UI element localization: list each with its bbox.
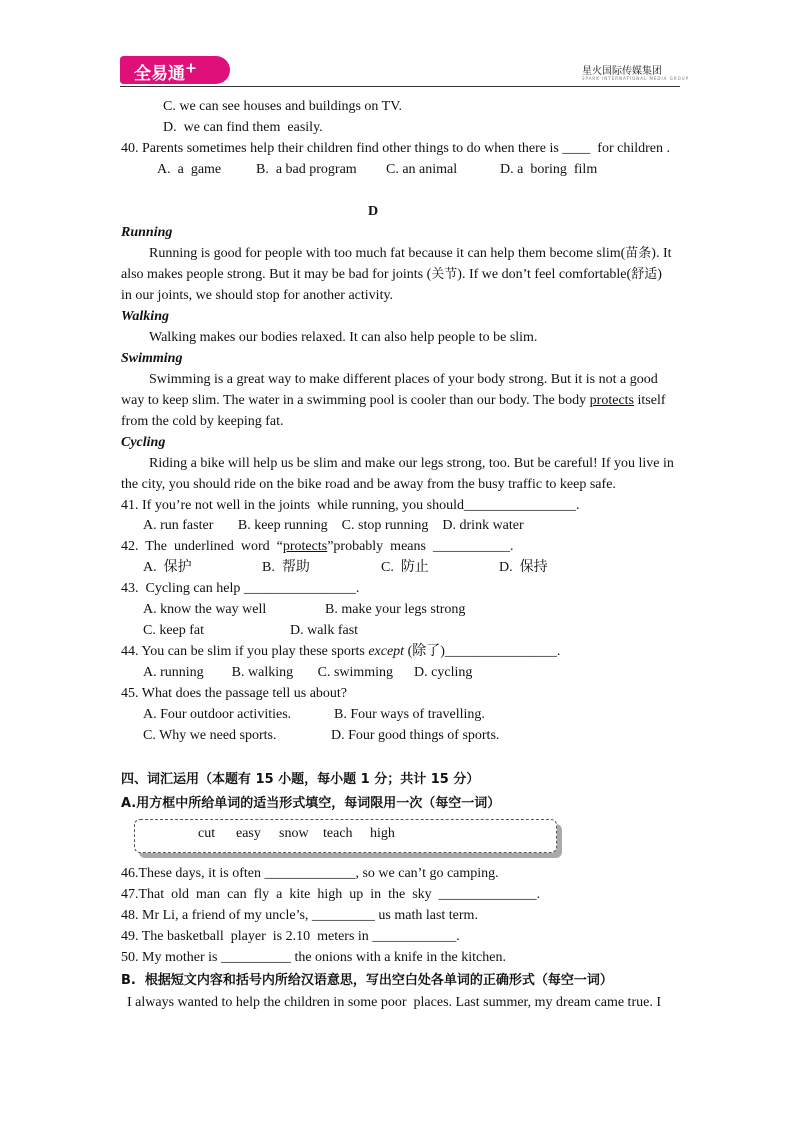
q43-option-b: B. make your legs strong: [325, 602, 466, 617]
q40-stem: 40. Parents sometimes help their children find other things to do when there is ____ for children .: [121, 141, 670, 156]
q43-option-a: A. know the way well: [143, 602, 267, 617]
q41-options: A. run faster B. keep running C. stop running D. drink water: [143, 518, 524, 533]
word-snow: snow: [279, 826, 309, 841]
q49: 49. The basketball player is 2.10 meters in ____________.: [121, 929, 460, 944]
cycling-title: Cycling: [121, 435, 166, 450]
part-b-text: I always wanted to help the children in some poor places. Last summer, my dream came true. I: [127, 995, 661, 1010]
running-title: Running: [121, 225, 173, 240]
q41-stem: 41. If you’re not well in the joints while running, you should________________.: [121, 498, 580, 513]
word-cut: cut: [198, 826, 216, 841]
company-subtitle: SPARK INTERNATIONAL MEDIA GROUP: [582, 76, 690, 81]
section-4-part-b: B. 根据短文内容和括号内所给汉语意思，写出空白处各单词的正确形式（每空一词）: [121, 973, 613, 988]
q44-options: A. running B. walking C. swimming D. cycling: [143, 665, 473, 680]
walking-title: Walking: [121, 309, 169, 324]
q42-option-c: C. 防止: [381, 560, 429, 575]
word-high: high: [370, 826, 395, 841]
q45-option-d: D. Four good things of sports.: [331, 728, 500, 743]
q42-option-d: D. 保持: [499, 560, 548, 575]
walking-line-1: Walking makes our bodies relaxed. It can also help people to be slim.: [149, 330, 538, 345]
q45-option-a: A. Four outdoor activities.: [143, 707, 292, 722]
q43-stem: 43. Cycling can help ________________.: [121, 581, 360, 596]
q45-option-b: B. Four ways of travelling.: [334, 707, 485, 722]
q39-option-d: D. we can find them easily.: [163, 120, 323, 135]
company-name: 星火国际传媒集团: [582, 66, 662, 77]
q39-option-c: C. we can see houses and buildings on TV.: [163, 99, 403, 114]
q42-option-b: B. 帮助: [262, 560, 310, 575]
word-easy: easy: [236, 826, 261, 841]
q44-stem: 44. You can be slim if you play these sports except (除了)________________.: [121, 644, 561, 659]
q45-stem: 45. What does the passage tell us about?: [121, 686, 348, 701]
q47: 47.That old man can fly a kite high up in the sky ______________.: [121, 887, 541, 902]
cycling-line-1: Riding a bike will help us be slim and make our legs strong, too. But be careful! If you live in: [149, 456, 674, 471]
brand-logo: [120, 56, 230, 84]
swimming-line-2: way to keep slim. The water in a swimming pool is cooler than our body. The body protects itself: [121, 393, 666, 408]
swimming-title: Swimming: [121, 351, 183, 366]
section-4-part-a: A.用方框中所给单词的适当形式填空，每词限用一次（每空一词）: [121, 796, 501, 811]
running-line-2: also makes people strong. But it may be bad for joints (关节). If we don’t feel comfortable(舒适): [121, 267, 662, 282]
q43-option-d: D. walk fast: [290, 623, 359, 638]
q42-stem: 42. The underlined word “protects”probably means ___________.: [121, 539, 514, 554]
logo-text: 全易通+: [134, 60, 197, 84]
q42-option-a: A. 保护: [143, 560, 192, 575]
q40-option-d: D. a boring film: [500, 162, 598, 177]
q40-option-c: C. an animal: [386, 162, 458, 177]
swimming-line-3: from the cold by keeping fat.: [121, 414, 284, 429]
running-line-3: in our joints, we should stop for another activity.: [121, 288, 394, 303]
q48: 48. Mr Li, a friend of my uncle’s, _________ us math last term.: [121, 908, 478, 923]
q43-option-c: C. keep fat: [143, 623, 205, 638]
q40-option-a: A. a game: [157, 162, 222, 177]
q46: 46.These days, it is often _____________, so we can’t go camping.: [121, 866, 499, 881]
q45-option-c: C. Why we need sports.: [143, 728, 277, 743]
running-line-1: Running is good for people with too much fat because it can help them become slim(苗条). It: [149, 246, 672, 261]
q50: 50. My mother is __________ the onions with a knife in the kitchen.: [121, 950, 506, 965]
passage-heading: D: [368, 204, 379, 219]
swimming-line-1: Swimming is a great way to make different places of your body strong. But it is not a good: [149, 372, 658, 387]
cycling-line-2: the city, you should ride on the bike road and be away from the busy traffic to keep safe.: [121, 477, 616, 492]
section-4-title: 四、词汇运用（本题有 15 小题，每小题 1 分；共计 15 分）: [121, 772, 480, 787]
header-rule: [120, 86, 680, 87]
q40-option-b: B. a bad program: [256, 162, 357, 177]
word-teach: teach: [323, 826, 353, 841]
